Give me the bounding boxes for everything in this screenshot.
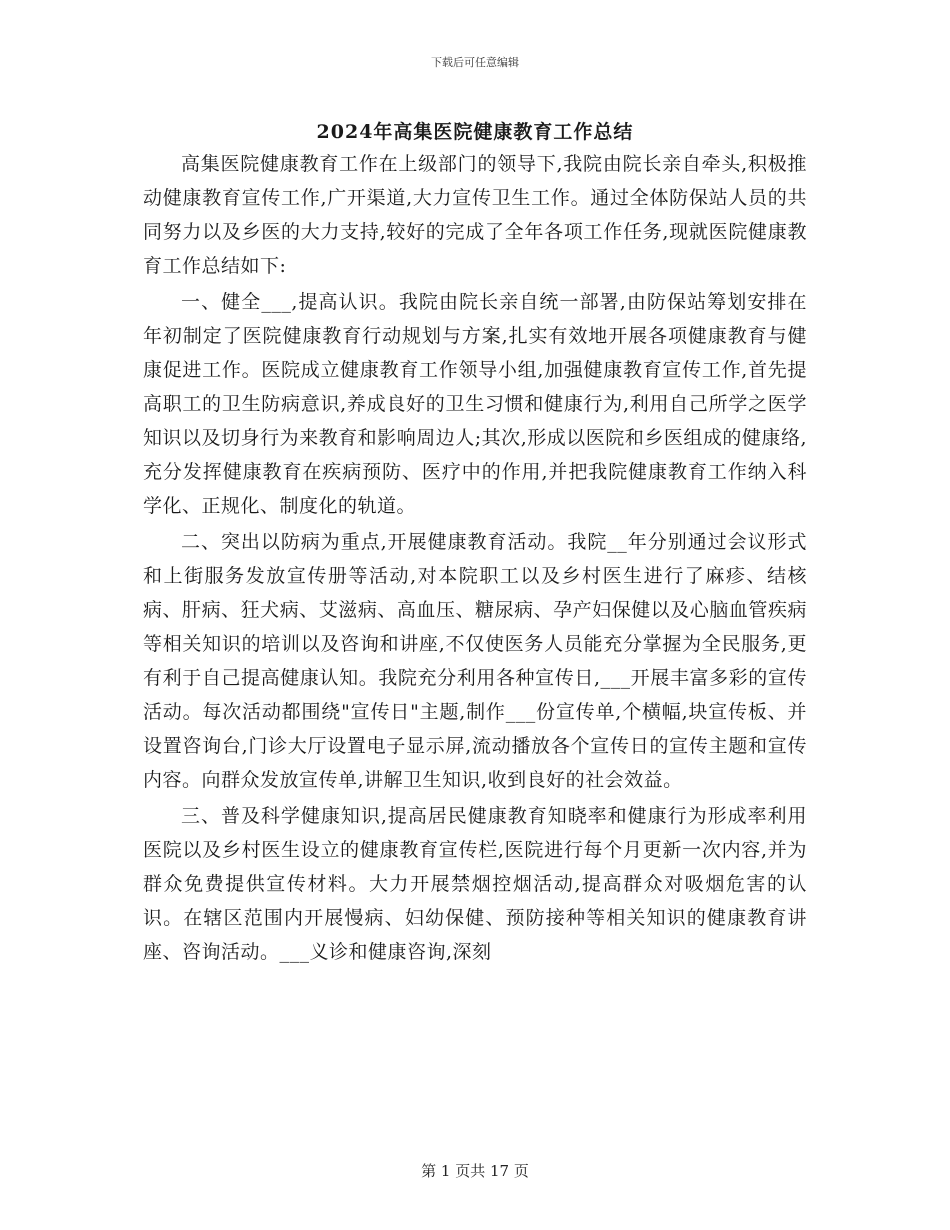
paragraph-section-1: 一、健全___,提高认识。我院由院长亲自统一部署,由防保站筹划安排在年初制定了医院健康教育行动规划与方案,扎实有效地开展各项健康教育与健康促进工作。医院成立健康教育工作领导小组,加强健康教育宣传工作,首先提高职工的卫生防病意识,养成良好的卫生习惯和健康行为,利用自己所学之医学知识以及切身行为来教育和影响周边人;其次,形成以医院和乡医组成的健康络,充分发挥健康教育在疾病预防、医疗中的作用,并把我院健康教育工作纳入科学化、正规化、制度化的轨道。 — [143, 291, 807, 517]
paragraph-section-2: 二、突出以防病为重点,开展健康教育活动。我院__年分别通过会议形式和上街服务发放宣传册等活动,对本院职工以及乡村医生进行了麻疹、结核病、肝病、狂犬病、艾滋病、高血压、糖尿病、孕产妇保健以及心脑血管疾病等相关知识的培训以及咨询和讲座,不仅使医务人员能充分掌握为全民服务,更有利于自己提高健康认知。我院充分利用各种宣传日,___开展丰富多彩的宣传活动。每次活动都围绕"宣传日"主题,制作___份宣传单,个横幅,块宣传板、并设置咨询台,门诊大厅设置电子显示屏,流动播放各个宣传日的宣传主题和宣传内容。向群众发放宣传单,讲解卫生知识,收到良好的社会效益。 — [143, 531, 807, 791]
document-body — [143, 147, 807, 969]
paragraph-intro: 高集医院健康教育工作在上级部门的领导下,我院由院长亲自牵头,积极推动健康教育宣传工作,广开渠道,大力宣传卫生工作。通过全体防保站人员的共同努力以及乡医的大力支持,较好的完成了全年各项工作任务,现就医院健康教育工作总结如下: — [143, 153, 807, 277]
page-footer: 第 1 页共 17 页 — [421, 1162, 529, 1180]
header-note: 下载后可任意编辑 — [431, 56, 519, 69]
paragraph-section-3: 三、普及科学健康知识,提高居民健康教育知晓率和健康行为形成率利用医院以及乡村医生设立的健康教育宣传栏,医院进行每个月更新一次内容,并为群众免费提供宣传材料。大力开展禁烟控烟活动,提高群众对吸烟危害的认识。在辖区范围内开展慢病、妇幼保健、预防接种等相关知识的健康教育讲座、咨询活动。___义诊和健康咨询,深刻 — [143, 805, 807, 963]
document-title: 2024年高集医院健康教育工作总结 — [316, 121, 634, 143]
